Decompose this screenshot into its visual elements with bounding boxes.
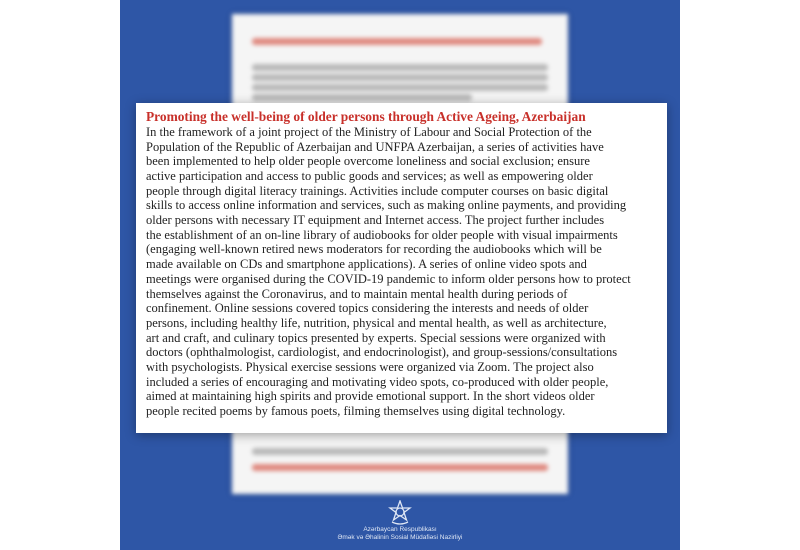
article-line: aimed at maintaining high spirits and provide emotional support. In the short videos older <box>146 389 595 404</box>
article-card <box>136 103 667 433</box>
article-line: skills to access online information and services, such as making online payments, and providing <box>146 198 627 213</box>
article-line: (engaging well-known retired news moderators for recording the audiobooks which will be <box>146 242 602 257</box>
logo-text-line1: Azərbaycan Respublikası <box>363 526 437 533</box>
article-line: meetings were organised during the COVID-19 pandemic to inform older persons how to protect <box>146 271 631 286</box>
article-line: with psychologists. Physical exercise sessions were organized via Zoom. The project also <box>146 360 594 375</box>
article-title: Promoting the well-being of older persons through Active Ageing, Azerbaijan <box>146 109 586 124</box>
article-line: art and craft, and culinary topics presented by experts. Special sessions were organized with <box>146 330 606 345</box>
article-line: persons, including healthy life, nutrition, physical and mental health, as well as architecture, <box>146 315 607 330</box>
article-line: active participation and access to public goods and services; as well as empowering older <box>146 168 593 183</box>
article-line: In the framework of a joint project of the Ministry of Labour and Social Protection of the <box>146 124 592 139</box>
article-line: the establishment of an on-line library of audiobooks for older people with visual impairments <box>146 227 618 242</box>
article-line: people through digital literacy trainings. Activities include computer courses on basic digital <box>146 183 609 198</box>
article-body <box>146 125 657 419</box>
ministry-logo <box>300 500 500 548</box>
article-line: Population of the Republic of Azerbaijan and UNFPA Azerbaijan, a series of activities have <box>146 139 604 154</box>
logo-text-line2: Əmək və Əhalinin Sosial Müdafiəsi Nazirliyi <box>337 534 463 541</box>
article-line: themselves against the Coronavirus, and to maintain mental health during periods of <box>146 286 568 301</box>
article-line: included a series of encouraging and motivating video spots, co-produced with older people, <box>146 374 609 389</box>
article-line: doctors (ophthalmologist, cardiologist, and endocrinologist), and group-sessions/consultations <box>146 345 618 360</box>
article-line: people recited poems by famous poets, filming themselves using digital technology. <box>146 404 566 419</box>
ministry-emblem-icon <box>387 500 413 526</box>
article-line: confinement. Online sessions covered topics considering the interests and needs of older <box>146 301 589 316</box>
article-line: been implemented to help older people overcome loneliness and social exclusion; ensure <box>146 154 590 169</box>
article-line: made available on CDs and smartphone applications). A series of online video spots and <box>146 257 587 272</box>
article-line: older persons with necessary IT equipment and Internet access. The project further includes <box>146 213 605 228</box>
